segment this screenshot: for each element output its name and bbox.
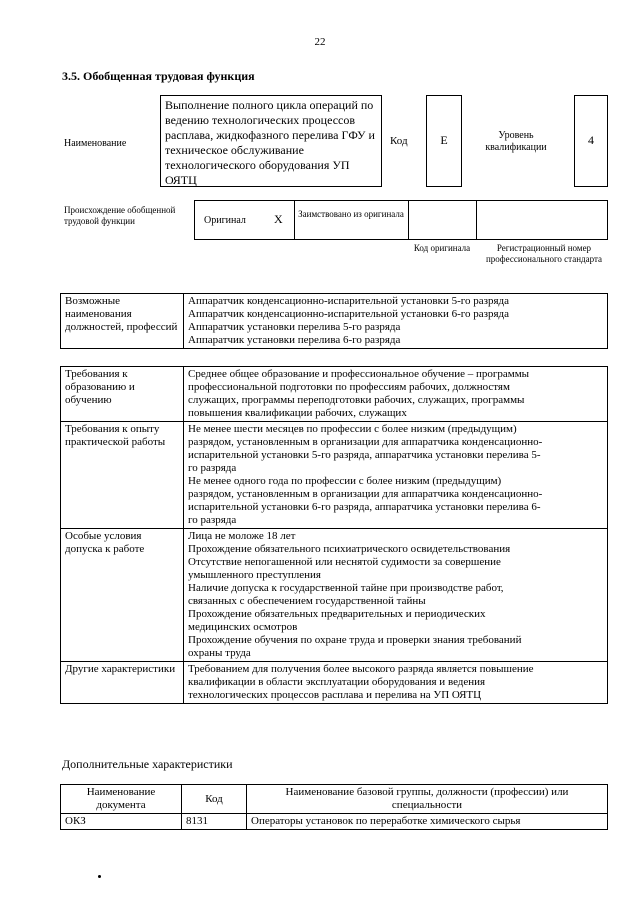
requirement-label: Требования к опыту практической работы [61,422,184,529]
header-group-name: Наименование базовой группы, должности (профессии) или специальности [247,785,608,814]
requirement-content [184,367,608,422]
additional-table [60,784,608,830]
positions-label: Возможные наименования должностей, профессий [61,294,184,349]
additional-title: Дополнительные характеристики [62,757,233,771]
requirement-line: Прохождение обучения по охране труда и проверки знания требований [188,634,522,646]
level-value: 4 [588,133,594,147]
position-item: Аппаратчик установки перелива 5-го разряда [188,321,401,333]
requirement-row [61,662,608,704]
requirement-line: Наличие допуска к государственной тайне при производстве работ, [188,582,504,594]
level-label: Уровень квалификации [485,130,547,153]
code-label: Код [390,135,408,147]
positions-list [184,294,608,349]
requirement-line: испарительной установки 6-го разряда, аппаратчика установки перелива 6- [188,501,541,513]
requirement-content [184,422,608,529]
requirement-row [61,367,608,422]
row-group-name: Операторы установок по переработке химического сырья [247,814,608,830]
requirement-line: Среднее общее образование и профессиональное обучение – программы [188,368,530,380]
requirement-content [184,529,608,662]
requirement-label: Другие характеристики [61,662,184,704]
requirement-row [61,422,608,529]
requirement-line: связанных с обеспечением государственной тайны [188,595,426,607]
speck-mark [98,875,101,878]
position-item: Аппаратчик конденсационно-испарительной установки 6-го разряда [188,308,509,320]
requirement-line: квалификации в области эксплуатации оборудования и ведения [188,676,486,688]
position-item: Аппаратчик установки перелива 6-го разряда [188,334,401,346]
name-label: Наименование [64,138,127,149]
requirement-line: медицинских осмотров [188,621,298,633]
row-code: 8131 [182,814,247,830]
requirement-line: го разряда [188,514,237,526]
positions-table [60,293,608,349]
requirement-line: Прохождение обязательного психиатрического освидетельствования [188,543,511,555]
row-doc-name: ОКЗ [61,814,182,830]
requirement-line: разрядом, установленным в организации для аппаратчика конденсационно- [188,488,543,500]
code-original-label: Код оригинала [413,243,471,253]
requirement-row [61,529,608,662]
requirement-line: Отсутствие непогашенной или неснятой судимости за совершение [188,556,501,568]
requirement-line: профессиональной подготовки по профессиям рабочих, должностям [188,381,510,393]
table-row [61,814,608,830]
requirement-line: Не менее шести месяцев по профессии с более низким (предыдущим) [188,423,517,435]
requirement-label: Особые условия допуска к работе [61,529,184,662]
page-number: 22 [314,36,326,48]
level-value-box [574,95,608,187]
origin-divider-1 [294,200,295,240]
requirement-line: Прохождение обязательных предварительных и периодических [188,608,486,620]
code-value-box [426,95,462,187]
function-name-value: Выполнение полного цикла операций по ведению технологических процессов расплава, жидкофазного перелива ГФУ и техническое обслуживание технологического оборудования УП ОЯТЦ [165,98,375,187]
header-code: Код [182,785,247,814]
origin-divider-3 [476,200,477,240]
borrowed-label: Заимствовано из оригинала [298,209,404,219]
original-label: Оригинал [204,215,246,226]
code-value: E [440,133,448,147]
origin-divider-2 [408,200,409,240]
additional-header-row [61,785,608,814]
original-mark: X [274,212,283,226]
requirement-line: го разряда [188,462,237,474]
requirement-content [184,662,608,704]
requirement-line: умышленного преступления [188,569,321,581]
position-item: Аппаратчик конденсационно-испарительной установки 5-го разряда [188,295,509,307]
requirement-line: повышения квалификации рабочих, служащих [188,407,407,419]
requirement-line: охраны труда [188,647,251,659]
reg-number-label: Регистрационный номер профессионального стандарта [485,243,603,264]
requirement-line: испарительной установки 5-го разряда, аппаратчика установки перелива 5- [188,449,541,461]
origin-label: Происхождение обобщенной трудовой функции [64,205,176,226]
function-name-box [160,95,382,187]
requirements-table [60,366,608,704]
requirement-label: Требования к образованию и обучению [61,367,184,422]
requirement-line: служащих, программы переподготовки рабочих, служащих, программы [188,394,525,406]
requirement-line: технологических процессов расплава и перелива на УП ОЯТЦ [188,689,482,701]
origin-box [194,200,608,240]
section-title: 3.5. Обобщенная трудовая функция [62,69,255,83]
requirement-line: Лица не моложе 18 лет [188,530,296,542]
requirement-line: Требованием для получения более высокого разряда является повышение [188,663,534,675]
header-doc-name: Наименование документа [61,785,182,814]
requirement-line: разрядом, установленным в организации для аппаратчика конденсационно- [188,436,543,448]
requirement-line: Не менее одного года по профессии с более низким (предыдущим) [188,475,502,487]
